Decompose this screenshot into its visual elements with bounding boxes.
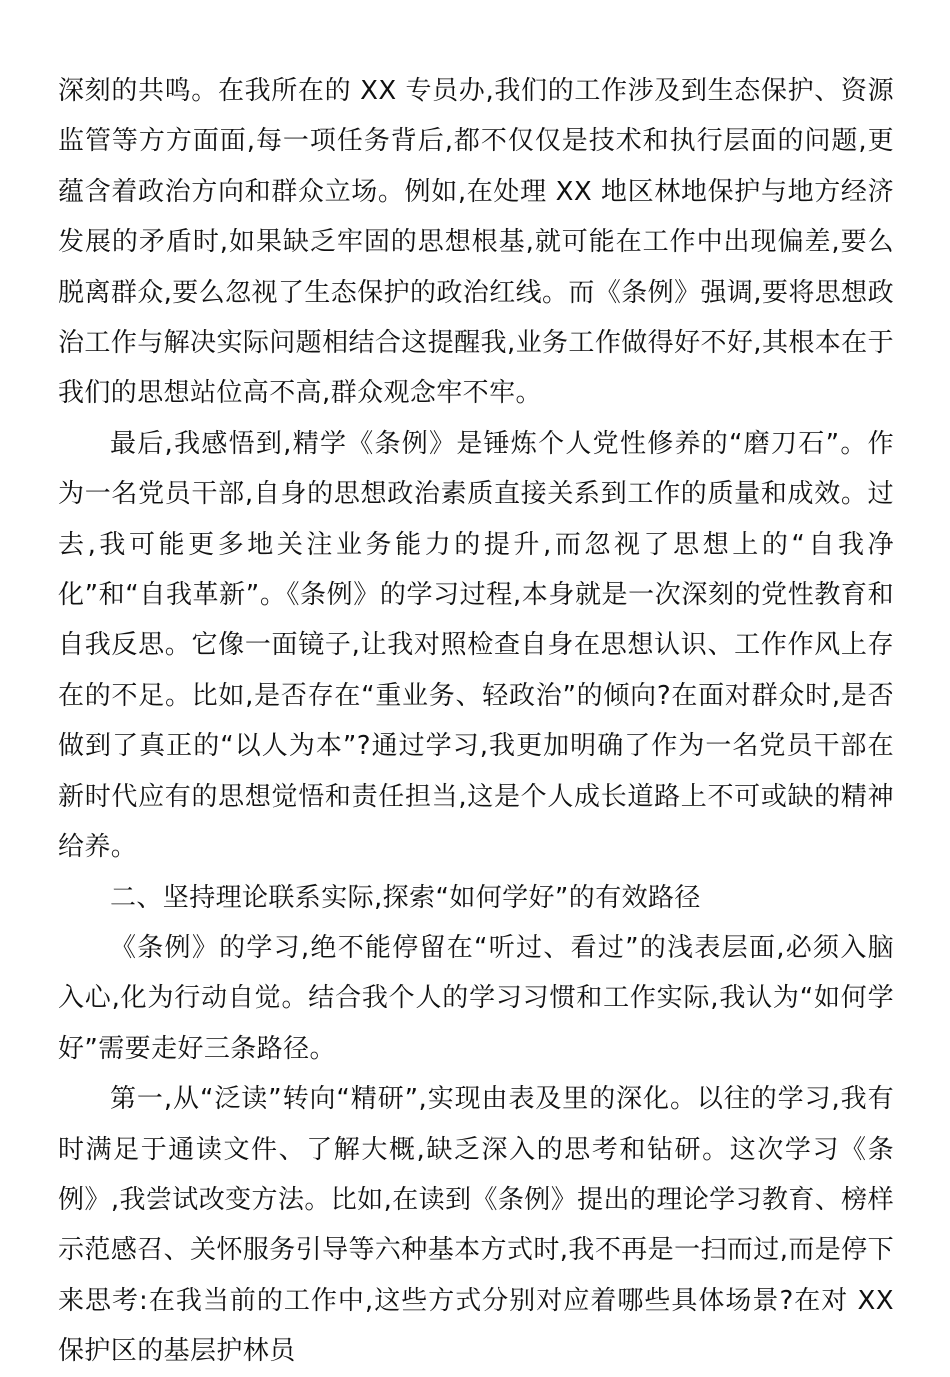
paragraph-3: 《条例》的学习,绝不能停留在“听过、看过”的浅表层面,必须入脑入心,化为行动自觉。结合我个人的学习习惯和工作实际,我认为“如何学好”需要走好三条路径。 — [58, 932, 894, 1064]
section-heading: 二、坚持理论联系实际,探索“如何学好”的有效路径 — [110, 882, 701, 913]
paragraph-2: 最后,我感悟到,精学《条例》是锤炼个人党性修养的“磨刀石”。作为一名党员干部,自身的思想政治素质直接关系到工作的质量和成效。过去,我可能更多地关注业务能力的提升,而忽视了思想上的“自我净化”和“自我革新”。《条例》的学习过程,本身就是一次深刻的党性教育和自我反思。它像一面镜子,让我对照检查自身在思想认识、工作作风上存在的不足。比如,是否存在“重业务、轻政治”的倾向?在面对群众时,是否做到了真正的“以人为本”?通过学习,我更加明确了作为一名党员干部在新时代应有的思想觉悟和责任担当,这是个人成长道路上不可或缺的精神给养。 — [58, 428, 894, 863]
paragraph-1: 深刻的共鸣。在我所在的 XX 专员办,我们的工作涉及到生态保护、资源监管等方方面面,每一项任务背后,都不仅仅是技术和执行层面的问题,更蕴含着政治方向和群众立场。例如,在处理 XX 地区林地保护与地方经济发展的矛盾时,如果缺乏牢固的思想根基,就可能在工作中出现偏差,要么脱离群众,要么忽视了生态保护的政治红线。而《条例》强调,要将思想政治工作与解决实际问题相结合这提醒我,业务工作做得好不好,其根本在于我们的思想站位高不高,群众观念牢不牢。 — [58, 76, 894, 409]
document-body — [58, 66, 894, 1377]
paragraph-4: 第一,从“泛读”转向“精研”,实现由表及里的深化。以往的学习,我有时满足于通读文件、了解大概,缺乏深入的思考和钻研。这次学习《条例》,我尝试改变方法。比如,在读到《条例》提出的理论学习教育、榜样示范感召、关怀服务引导等六种基本方式时,我不再是一扫而过,而是停下来思考:在我当前的工作中,这些方式分别对应着哪些具体场景?在对 XX 保护区的基层护林员 — [58, 1084, 894, 1367]
